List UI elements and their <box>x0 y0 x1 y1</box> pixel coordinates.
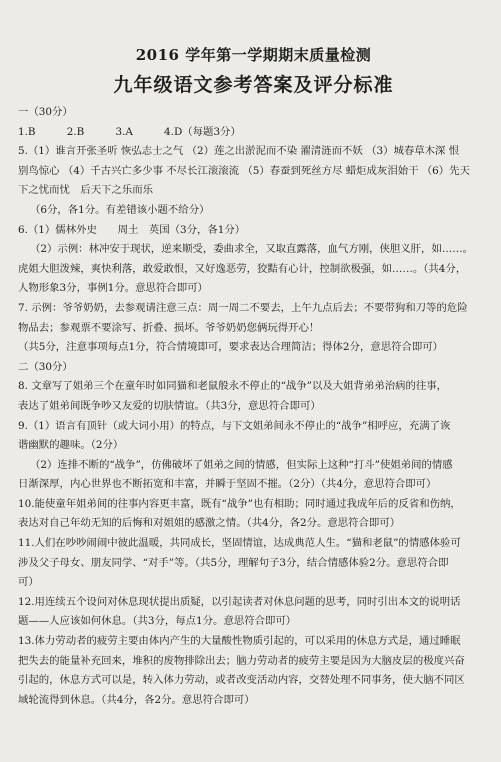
answer-line: 涉及父子母女、朋友同学、“对手”等。（共5分，理解句子3分，结合情感体验2分。意思符合即 <box>18 556 449 569</box>
answer-body <box>18 103 489 710</box>
answer-line: 9.（1）语言有顶针（或大词小用）的特点，与下文姐弟间永不停止的“战争”相呼应，充满了诙 <box>18 419 451 432</box>
answer-line: 6.（1）儒林外史 周土 英国（3分，各1分） <box>18 223 246 236</box>
answer-line: 11.人们在吵吵闹闹中彼此温暖，共同成长，坚固情谊，达成典范人生。“猫和老鼠”的情感体验可 <box>18 537 461 550</box>
answer-line: 题——人应该如何休息。（共3分，每点1分。意思符合即可） <box>18 615 297 628</box>
exam-title: 2016 学年第一学期期末质量检测 <box>135 46 372 64</box>
answer-line: 12.用连续五个设问对休息现状提出质疑，以引起读者对休息问题的思考，同时引出本文的说明话 <box>18 595 461 608</box>
answer-line: 引起的，休息方式可以是，转入体力劳动，或者改变活动内容，交替处理不同事务，使大脑不同区 <box>18 674 465 687</box>
answer-line: 人物形象3分，事例1分。意思符合即可） <box>18 282 208 295</box>
answer-line: 10.能使童年姐弟间的往事内容更丰富，既有“战争”也有相助；同时通过我成年后的反省和伤纳， <box>18 497 461 510</box>
answer-line: 1.B 2.B 3.A 4.D（每题3分） <box>18 125 241 138</box>
answer-line: （2）连排不断的“战争”，仿佛破坏了姐弟之间的情感，但实际上这种“打斗”使姐弟间的情感 <box>30 458 453 471</box>
answer-line: （6分，各1分。有差错该小题不给分） <box>30 203 210 216</box>
answer-line: 域轮流得到休息。（共4分，各2分。意思符合即可） <box>18 693 255 706</box>
answer-line: 可） <box>18 576 39 589</box>
answer-line: 表达了姐弟间既争吵又友爱的切肤情谊。（共3分，意思符合即可） <box>18 399 321 412</box>
answer-line: 表达对自己年幼无知的后悔和对姐姐的感激之情。（共4分，各2分。意思符合即可） <box>18 517 401 530</box>
answer-line: 5.（1）谁言开张圣听 恢弘志士之气 （2）莲之出淤泥而不染 濯清涟而不妖 （3）城春草木深 恨 <box>18 145 460 158</box>
answer-line: 别鸟惊心 （4）千古兴亡多少事 不尽长江滚滚流 （5）春蚕到死丝方尽 蜡炬成灰泪始干 （6）先天 <box>18 164 470 177</box>
answer-line: 把失去的能量补充回来，堆积的废物排除出去；脑力劳动者的疲劳主要是因为大脑皮层的极度兴奋 <box>18 654 465 667</box>
answer-line: 7. 示例：爷爷奶奶，去参观请注意三点：周一周二不要去，上午九点后去；不要带狗和刀等的危险 <box>18 301 468 314</box>
section-heading: 一（30分） <box>18 106 73 118</box>
answer-line: 下之忧而忧 后天下之乐而乐 <box>18 184 154 197</box>
answer-line: 物品去；参观票不要涂写、折叠、损坏。爷爷奶奶您俩玩得开心！ <box>18 321 320 334</box>
answer-line: （共5分，注意事项每点1分，符合情境即可，要求表达合理简洁；得体2分，意思符合即可） <box>18 341 444 354</box>
section-heading: 二（30分） <box>18 360 73 373</box>
answer-line: 谐幽默的趣味。（2分） <box>18 439 124 452</box>
answer-line: 8. 文章写了姐弟三个在童年时如同猫和老鼠般永不停止的“战争”以及大姐背弟弟治病的往事， <box>18 380 448 393</box>
answer-line: 虎姐大胆泼辣，爽快利落，敢爱敢恨，又好逸恶劳，狡黠有心计，控制欲极强，如……。（共4分， <box>18 262 467 275</box>
answer-line: 13.体力劳动者的疲劳主要由体内产生的大量酸性物质引起的，可以采用的休息方式是，通过睡眠 <box>18 635 461 648</box>
answer-line: （2）示例：林冲安于现状，逆来顺受，委曲求全，又取直露落，血气方刚，侠胆义肝，如……。 <box>30 243 474 256</box>
document-subtitle: 九年级语文参考答案及评分标准 <box>113 74 394 96</box>
answer-line: 日渐深厚，内心世界也不断拓宽和丰富，并瞬于坚固不摧。（2分）（共4分，意思符合即可） <box>18 478 437 491</box>
